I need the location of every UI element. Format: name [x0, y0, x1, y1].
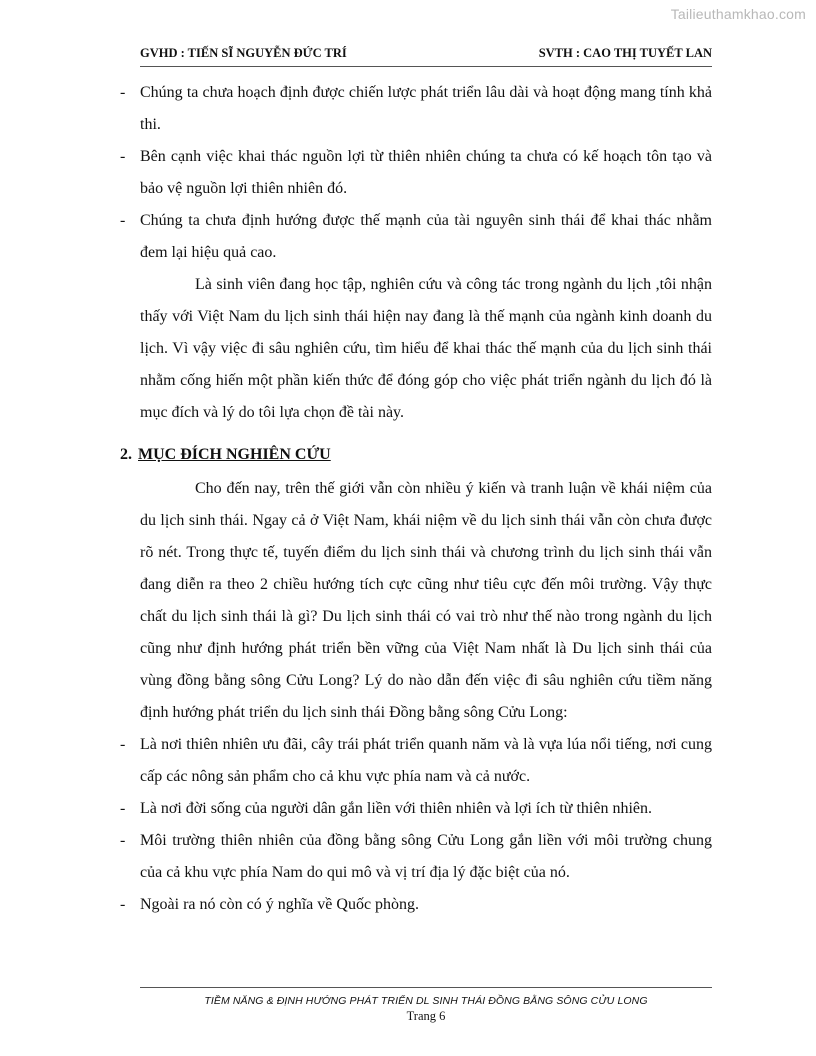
bullet-item — [120, 825, 712, 889]
page-header — [140, 44, 712, 67]
bullet-text: Là nơi đời sống của người dân gắn liền với thiên nhiên và lợi ích từ thiên nhiên. — [140, 800, 652, 817]
section-paragraph: Cho đến nay, trên thế giới vẫn còn nhiều ý kiến và tranh luận về khái niệm của du lịch sinh thái. Ngay cả ở Việt Nam, khái niệm về du lịch sinh thái vẫn còn chưa được rõ nét. Trong thực tế, tuyến điểm du lịch sinh thái và chương trình du lịch sinh thái vẫn đang diễn ra theo 2 chiều hướng tích cực cũng như tiêu cực đến môi trường. Vậy thực chất du lịch sinh thái là gì? Du lịch sinh thái có vai trò như thế nào trong ngành du lịch cũng như định hướng phát triển bền vững của Việt Nam nhất là Du lịch sinh thái của vùng đồng bằng sông Cửu Long? Lý do nào dẫn đến việc đi sâu nghiên cứu tiềm năng định hướng phát triển du lịch sinh thái Đồng bằng sông Cửu Long: — [140, 480, 712, 721]
bullet-item — [120, 889, 712, 921]
bullet-item — [120, 77, 712, 141]
watermark-text: Tailieuthamkhao.com — [670, 6, 806, 22]
section-number: 2. — [120, 446, 132, 463]
bullet-dash: - — [120, 212, 126, 229]
bullet-dash: - — [120, 736, 126, 753]
page-number: Trang 6 — [406, 1009, 446, 1023]
bullet-item — [120, 793, 712, 825]
footer-title: TIỀM NĂNG & ĐỊNH HƯỚNG PHÁT TRIỂN DL SINH THÁI ĐỒNG BẰNG SÔNG CỬU LONG — [204, 995, 648, 1007]
bullet-text: Là nơi thiên nhiên ưu đãi, cây trái phát triển quanh năm và là vựa lúa nổi tiếng, nơi cung cấp các nông sản phẩm cho cả khu vực phía nam và cả nước. — [140, 736, 712, 785]
header-student: SVTH : CAO THỊ TUYẾT LAN — [538, 46, 712, 60]
bullet-dash: - — [120, 800, 126, 817]
bullet-text: Chúng ta chưa hoạch định được chiến lược phát triển lâu dài và hoạt động mang tính khả thi. — [140, 84, 712, 133]
bullet-text: Bên cạnh việc khai thác nguồn lợi từ thiên nhiên chúng ta chưa có kế hoạch tôn tạo và bảo vệ nguồn lợi thiên nhiên đó. — [140, 148, 712, 197]
bullet-dash: - — [120, 832, 126, 849]
bullet-dash: - — [120, 84, 126, 101]
bullet-dash: - — [120, 896, 126, 913]
bullet-text: Ngoài ra nó còn có ý nghĩa về Quốc phòng. — [140, 896, 420, 913]
page-footer — [140, 987, 712, 1024]
bullet-item — [120, 205, 712, 269]
bullet-item — [120, 729, 712, 793]
header-instructor: GVHD : TIẾN SĨ NGUYỄN ĐỨC TRÍ — [140, 46, 347, 60]
bullet-text: Chúng ta chưa định hướng được thế mạnh của tài nguyên sinh thái để khai thác nhằm đem lại hiệu quả cao. — [140, 212, 712, 261]
intro-paragraph: Là sinh viên đang học tập, nghiên cứu và công tác trong ngành du lịch ,tôi nhận thấy với Việt Nam du lịch sinh thái hiện nay đang là thế mạnh của ngành kinh doanh du lịch. Vì vậy việc đi sâu nghiên cứu, tìm hiểu để khai thác thế mạnh của du lịch sinh thái nhằm cống hiến một phần kiến thức để đóng góp cho việc phát triển ngành du lịch đó là mục đích và lý do tôi lựa chọn đề tài này. — [140, 276, 712, 421]
bullet-item — [120, 141, 712, 205]
bullet-dash: - — [120, 148, 126, 165]
section-title: MỤC ĐÍCH NGHIÊN CỨU — [138, 446, 331, 463]
bullet-text: Môi trường thiên nhiên của đồng bằng sông Cửu Long gắn liền với môi trường chung của cả khu vực phía Nam do qui mô và vị trí địa lý đặc biệt của nó. — [140, 832, 712, 881]
page-content — [120, 77, 712, 921]
section-heading — [120, 439, 712, 471]
